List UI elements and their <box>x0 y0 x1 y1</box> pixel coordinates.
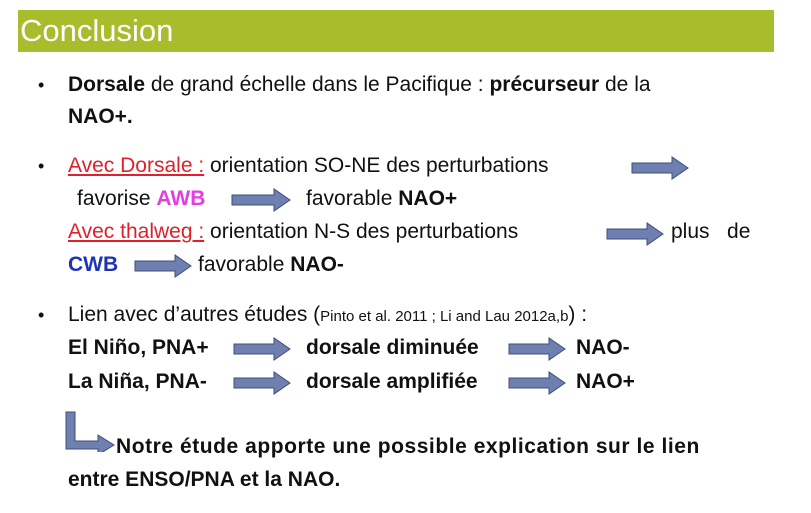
bullet-marker: • <box>38 156 45 176</box>
bullet2-line1 <box>68 153 549 179</box>
conclusion-line1 <box>116 434 700 460</box>
text: Lien avec d’autres études ( <box>68 303 321 326</box>
avec-dorsale-link[interactable]: Avec Dorsale : <box>68 154 205 177</box>
text: favorable <box>198 253 291 276</box>
arrow-right-icon <box>606 222 664 246</box>
bullet-marker: • <box>38 75 45 95</box>
title-bar <box>18 10 774 52</box>
bullet2-line2 <box>77 186 205 212</box>
bold-nao-plus: NAO+ <box>398 187 458 210</box>
bullet2-line4b <box>198 252 344 278</box>
text: orientation SO-NE des perturbations <box>204 154 549 177</box>
row2-col1 <box>68 369 207 395</box>
bold-nao-minus: NAO- <box>290 253 344 276</box>
bullet2-line3 <box>68 219 518 245</box>
arrow-right-icon <box>631 156 689 180</box>
arrow-right-icon <box>508 337 566 361</box>
text: ) : <box>568 303 588 326</box>
bullet2-line3-end: plus de <box>671 220 751 243</box>
citation-text: Pinto et al. 2011 ; Li and Lau 2012a,b <box>320 308 569 325</box>
row1-col1 <box>68 335 209 361</box>
bullet1-line2 <box>68 104 133 130</box>
arrow-right-icon <box>134 254 192 278</box>
text: favorable <box>306 187 399 210</box>
text: de grand échelle dans le Pacifique : <box>145 73 490 96</box>
el-nino-label: El Niño, PNA+ <box>68 336 209 359</box>
arrow-right-icon <box>233 337 291 361</box>
bullet2-line4 <box>68 252 118 278</box>
row1-col3 <box>576 335 630 361</box>
page-title: Conclusion <box>20 13 174 48</box>
nao-plus-label: NAO+ <box>576 370 635 393</box>
row2-col3 <box>576 369 635 395</box>
arrow-right-icon <box>508 371 566 395</box>
elbow-arrow-icon <box>64 410 116 452</box>
bold-dorsale: Dorsale <box>68 73 146 96</box>
conclusion-text: entre ENSO/PNA et la NAO. <box>68 468 341 491</box>
row1-col2 <box>306 335 479 361</box>
arrow-right-icon <box>231 188 291 212</box>
la-nina-label: La Niña, PNA- <box>68 370 207 393</box>
bold-precurseur: précurseur <box>489 73 600 96</box>
row2-col2 <box>306 369 478 395</box>
bullet3-line1 <box>68 302 587 330</box>
dorsale-amplifiee-label: dorsale amplifiée <box>306 370 478 393</box>
dorsale-diminuee-label: dorsale diminuée <box>306 336 479 359</box>
text: favorise <box>77 187 157 210</box>
cwb-label: CWB <box>68 253 119 276</box>
conclusion-text: Notre étude apporte une possible explication sur le lien <box>116 435 700 458</box>
nao-minus-label: NAO- <box>576 336 630 359</box>
text: orientation N-S des perturbations <box>204 220 519 243</box>
conclusion-line2 <box>68 467 340 493</box>
awb-label: AWB <box>156 187 206 210</box>
avec-thalweg-link[interactable]: Avec thalweg : <box>68 220 205 243</box>
bold-nao-plus: NAO+. <box>68 105 133 128</box>
bullet-marker: • <box>38 305 45 325</box>
text: de la <box>599 73 651 96</box>
bullet2-line2b <box>306 186 457 212</box>
arrow-right-icon <box>233 371 291 395</box>
bullet1-line1 <box>68 72 651 98</box>
